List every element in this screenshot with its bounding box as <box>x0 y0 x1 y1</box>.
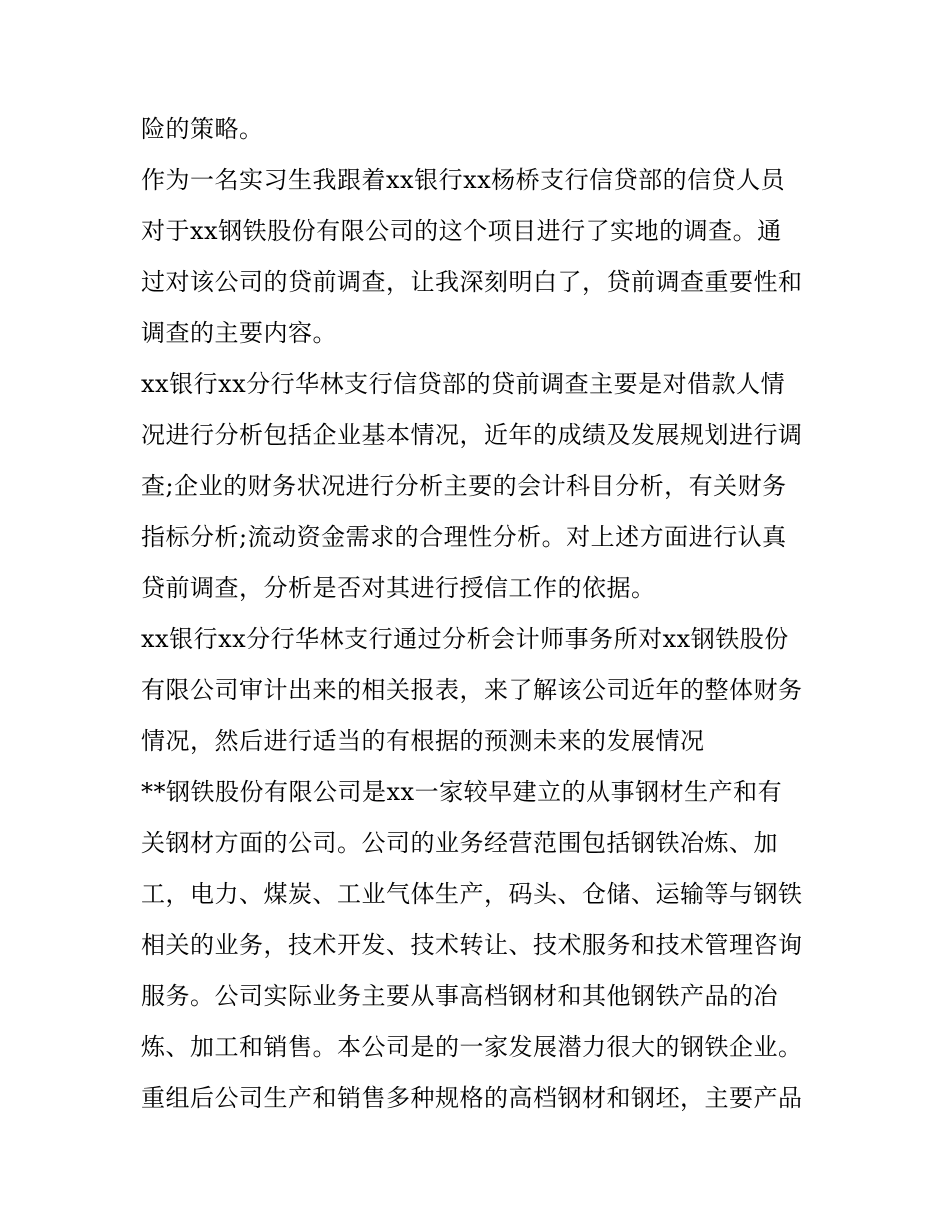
text-line: 对于xx钢铁股份有限公司的这个项目进行了实地的调查。通 <box>141 217 782 245</box>
text-line: 情况，然后进行适当的有根据的预测未来的发展情况 <box>141 727 705 755</box>
text-line: 调查的主要内容。 <box>141 319 337 347</box>
text-line: 炼、加工和销售。本公司是的一家发展潜力很大的钢铁企业。 <box>141 1033 803 1061</box>
text-line: 贷前调查，分析是否对其进行授信工作的依据。 <box>141 574 656 602</box>
text-line: 服务。公司实际业务主要从事高档钢材和其他钢铁产品的冶 <box>141 982 778 1010</box>
text-line: xx银行xx分行华林支行信贷部的贷前调查主要是对借款人情 <box>141 370 786 398</box>
text-line: 况进行分析包括企业基本情况，近年的成绩及发展规划进行调 <box>141 421 803 449</box>
text-line: 查;企业的财务状况进行分析主要的会计科目分析，有关财务 <box>141 472 787 500</box>
text-line: 作为一名实习生我跟着xx银行xx杨桥支行信贷部的信贷人员 <box>141 166 786 194</box>
text-line: 过对该公司的贷前调查，让我深刻明白了，贷前调查重要性和 <box>141 268 803 296</box>
text-line: 重组后公司生产和销售多种规格的高档钢材和钢坯，主要产品 <box>141 1084 803 1112</box>
text-line: 有限公司审计出来的相关报表，来了解该公司近年的整体财务 <box>141 676 803 704</box>
text-line: **钢铁股份有限公司是xx一家较早建立的从事钢材生产和有 <box>141 778 783 806</box>
text-line: 工，电力、煤炭、工业气体生产，码头、仓储、运输等与钢铁 <box>141 880 803 908</box>
text-line: 相关的业务，技术开发、技术转让、技术服务和技术管理咨询 <box>141 931 803 959</box>
body-text <box>141 104 821 1124</box>
text-line: xx银行xx分行华林支行通过分析会计师事务所对xx钢铁股份 <box>141 625 789 653</box>
text-line: 险的策略。 <box>141 115 264 143</box>
text-line: 指标分析;流动资金需求的合理性分析。对上述方面进行认真 <box>141 523 787 551</box>
text-line: 关钢材方面的公司。公司的业务经营范围包括钢铁冶炼、加 <box>141 829 778 857</box>
